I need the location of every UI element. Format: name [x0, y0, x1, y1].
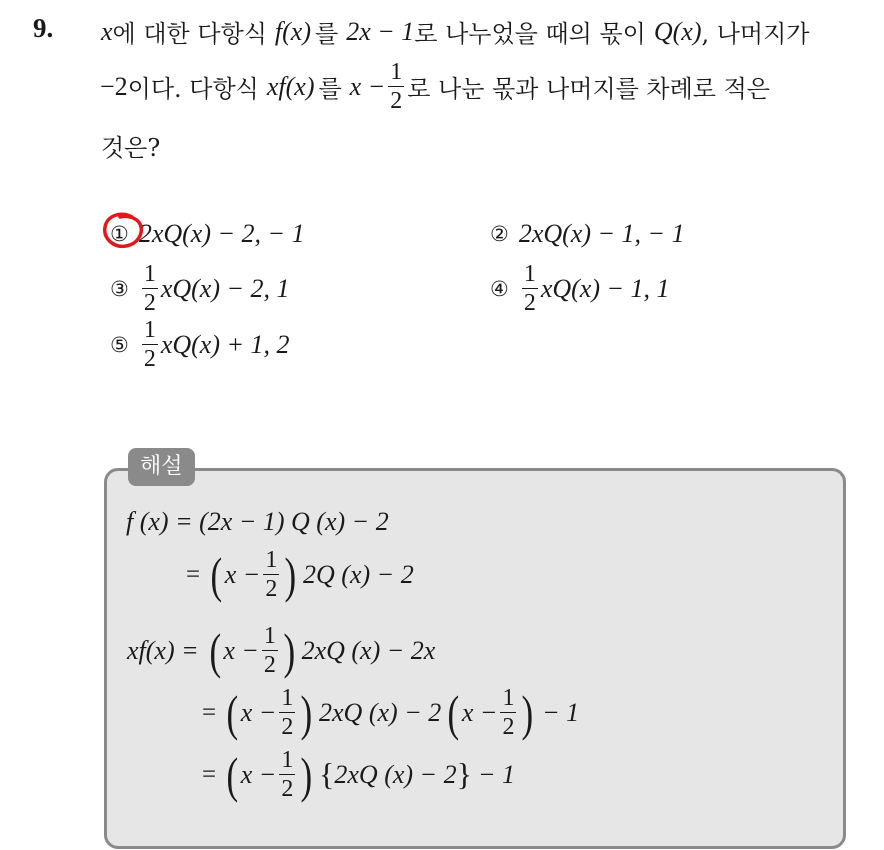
solution-eq-3 [127, 624, 435, 677]
denominator: 2 [143, 346, 156, 372]
fraction-half [142, 318, 158, 371]
choice-number: ⑤ [110, 332, 129, 357]
choice-expr: xQ(x) − 2, 1 [160, 273, 290, 303]
text: 것은? [101, 134, 161, 162]
eq-text: 2xQ (x) − 2x [301, 635, 436, 665]
solution-eq-5 [202, 748, 515, 801]
numerator: 1 [143, 317, 156, 343]
choice-expr: 2xQ(x) − 2, − 1 [138, 219, 305, 248]
right-paren: ) [521, 684, 534, 741]
numerator: 1 [390, 59, 403, 85]
numerator: 1 [143, 261, 156, 287]
remainder: −2 [100, 71, 128, 101]
eq-text: 2xQ (x) − 2 [319, 697, 442, 727]
eq-text: x − [224, 559, 261, 589]
choice-number: ② [490, 222, 509, 246]
text: 를 [318, 75, 342, 103]
fraction-half [263, 548, 279, 601]
choice-5[interactable] [110, 318, 290, 371]
right-paren: ) [300, 746, 313, 803]
text: 이다. 다항식 [127, 75, 259, 103]
text: 를 [315, 20, 339, 48]
question-number: 9. [33, 13, 54, 43]
left-paren: ( [226, 684, 239, 741]
numerator: 1 [265, 547, 278, 573]
answer-mark-circle-icon [102, 211, 146, 251]
eq-text: f (x) = (2x − 1) Q (x) − 2 [126, 507, 389, 536]
eq-sign: = [202, 698, 217, 726]
fraction-half [142, 262, 158, 315]
eq-sign: = [186, 560, 201, 588]
eq-text: 2Q (x) − 2 [303, 559, 414, 589]
solution-eq-2 [186, 548, 414, 601]
denominator: 2 [281, 776, 294, 802]
question-line-1 [101, 14, 809, 49]
text: 에 대한 다항식 [112, 20, 267, 48]
choice-expr: xQ(x) − 1, 1 [540, 273, 670, 303]
fraction-half [500, 686, 516, 739]
numerator: 1 [281, 685, 294, 711]
eq-text: − 1 [477, 759, 515, 789]
question-line-3 [101, 128, 160, 163]
eq-text: − 1 [542, 697, 580, 727]
left-paren: ( [226, 746, 239, 803]
choice-expr: 2xQ(x) − 1, − 1 [518, 219, 685, 248]
question-line-2 [100, 60, 770, 113]
fraction-half [279, 686, 295, 739]
numerator: 1 [523, 261, 536, 287]
choice-number: ④ [490, 276, 509, 301]
left-brace: { [319, 756, 335, 792]
solution-label: 해설 [128, 448, 195, 486]
choice-4[interactable] [490, 262, 670, 315]
var-x: x [101, 16, 113, 46]
right-paren: ) [283, 622, 296, 679]
denominator: 2 [281, 714, 294, 740]
solution-eq-1 [126, 507, 389, 537]
solution-eq-4 [202, 686, 579, 739]
denominator: 2 [523, 290, 536, 316]
xfx: xf(x) [266, 71, 315, 101]
fx: f(x) [274, 16, 312, 46]
left-paren: ( [447, 684, 460, 741]
text: , 나머지가 [701, 20, 810, 48]
eq-text: x − [461, 697, 498, 727]
eq-lhs: xf(x) = [127, 635, 199, 665]
x-minus: x − [349, 71, 386, 101]
choice-3[interactable] [110, 262, 290, 315]
eq-text: x − [223, 635, 259, 665]
choice-number: ③ [110, 276, 129, 301]
quotient: Q(x) [653, 16, 702, 46]
text: 로 나눈 몫과 나머지를 차례로 적은 [407, 75, 770, 103]
eq-text: x − [240, 697, 277, 727]
eq-text: x − [240, 759, 277, 789]
fraction-half [279, 748, 295, 801]
eq-sign: = [202, 760, 217, 788]
fraction-half [388, 60, 404, 113]
divisor: 2x − 1 [346, 16, 415, 46]
right-brace: } [456, 756, 472, 792]
numerator: 1 [263, 623, 276, 649]
denominator: 2 [390, 88, 403, 114]
choice-expr: xQ(x) + 1, 2 [160, 329, 290, 359]
text: 로 나누었을 때의 몫이 [414, 20, 646, 48]
numerator: 1 [281, 747, 294, 773]
denominator: 2 [265, 576, 278, 602]
left-paren: ( [209, 622, 221, 679]
choice-2[interactable] [490, 219, 685, 249]
choice-number: ① [110, 222, 129, 246]
numerator: 1 [502, 685, 515, 711]
fraction-half [522, 262, 538, 315]
denominator: 2 [263, 652, 276, 678]
denominator: 2 [502, 714, 515, 740]
right-paren: ) [284, 546, 297, 603]
right-paren: ) [300, 684, 313, 741]
denominator: 2 [143, 290, 156, 316]
eq-text: 2xQ (x) − 2 [334, 759, 457, 789]
left-paren: ( [210, 546, 223, 603]
fraction-half [262, 624, 278, 677]
